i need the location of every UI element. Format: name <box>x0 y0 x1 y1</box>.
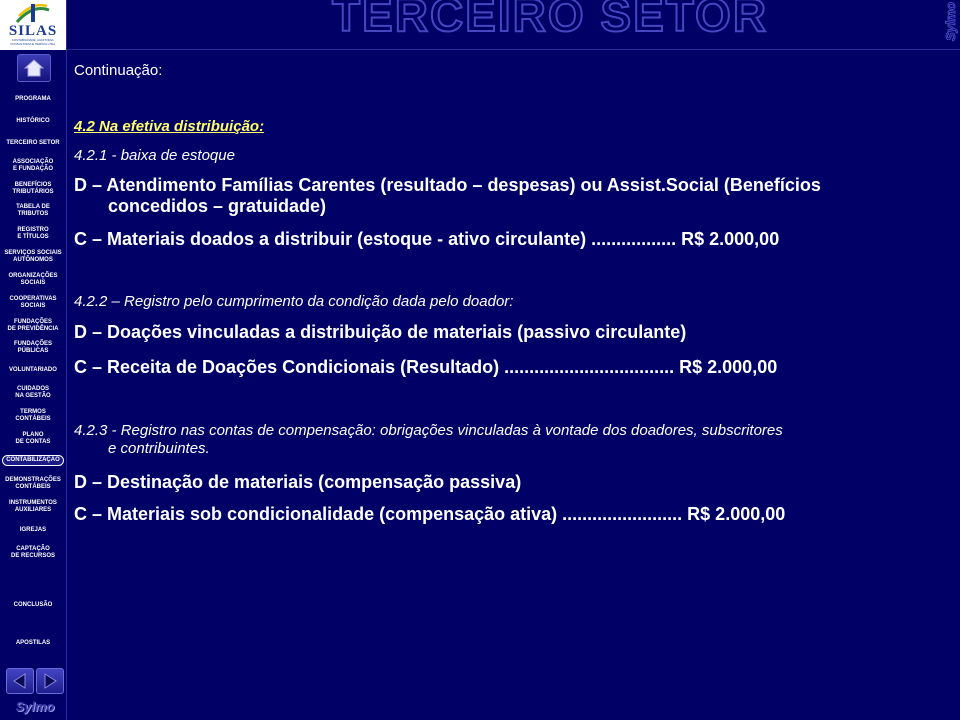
sylmo-watermark-bottom: Sylmo <box>15 699 55 714</box>
nav-apostilas[interactable]: APOSTILAS <box>15 640 51 646</box>
sylmo-watermark-top: Sylmo <box>943 2 958 42</box>
subsection-4-2-3-title-line2: e contribuintes. <box>108 440 210 457</box>
logo-mark-icon <box>13 2 53 24</box>
continuation-label: Continuação: <box>74 62 163 79</box>
nav-programa[interactable]: PROGRAMA <box>15 96 51 102</box>
nav-fundacoes-publicas[interactable]: FUNDAÇÕES PÚBLICAS <box>13 341 52 354</box>
arrow-left-icon <box>11 673 29 689</box>
entry-4-2-2-credit: C – Receita de Doações Condicionais (Resultado) .................................. R$ 2.000,00 <box>74 357 778 377</box>
home-icon <box>24 59 44 77</box>
nav-cuidados-gestao[interactable]: CUIDADOS NA GESTÃO <box>15 386 51 399</box>
subsection-4-2-1-title: 4.2.1 - baixa de estoque <box>74 147 235 164</box>
nav-terceiro-setor[interactable]: TERCEIRO SETOR <box>6 140 60 146</box>
nav-organizacoes-sociais[interactable]: ORGANIZAÇÕES SOCIAIS <box>8 273 58 286</box>
home-button[interactable] <box>17 54 51 82</box>
logo <box>0 0 66 50</box>
nav-contabilizacao[interactable]: CONTABILIZAÇÃO <box>2 455 64 466</box>
subsection-4-2-2-title: 4.2.2 – Registro pelo cumprimento da condição dada pelo doador: <box>74 293 514 310</box>
nav-beneficios-tributarios[interactable]: BENEFÍCIOS TRIBUTÁRIOS <box>12 182 54 195</box>
nav-fundacoes-previdencia[interactable]: FUNDAÇÕES DE PREVIDÊNCIA <box>7 319 59 332</box>
header-divider <box>66 49 960 50</box>
page-title: TERCEIRO SETOR <box>331 0 769 41</box>
arrow-right-icon <box>41 673 59 689</box>
nav-tabela-tributos[interactable]: TABELA DE TRIBUTOS <box>16 204 50 217</box>
nav-captacao-recursos[interactable]: CAPTAÇÃO DE RECURSOS <box>10 546 55 559</box>
section-heading: 4.2 Na efetiva distribuição: <box>74 118 265 135</box>
sidebar <box>0 0 67 720</box>
logo-name: SILAS <box>8 23 58 39</box>
nav-registro-titulos[interactable]: REGISTRO E TÍTULOS <box>17 227 49 240</box>
nav-voluntariado[interactable]: VOLUNTARIADO <box>9 367 57 373</box>
entry-4-2-2-debit: D – Doações vinculadas a distribuição de materiais (passivo circulante) <box>74 322 687 342</box>
nav-instrumentos-auxiliares[interactable]: INSTRUMENTOS AUXILIARES <box>9 500 57 513</box>
nav-termos-contabeis[interactable]: TERMOS CONTÁBEIS <box>15 409 51 422</box>
nav-demonstracoes-contabeis[interactable]: DEMONSTRAÇÕES CONTÁBEIS <box>5 477 61 490</box>
nav-cooperativas-sociais[interactable]: COOPERATIVAS SOCIAIS <box>9 296 57 309</box>
nav-associacao-fundacao[interactable]: ASSOCIAÇÃO E FUNDAÇÃO <box>12 159 54 172</box>
entry-4-2-1-debit-line1: D – Atendimento Famílias Carentes (resultado – despesas) ou Assist.Social (Benefícios <box>74 175 821 195</box>
entry-4-2-1-credit: C – Materiais doados a distribuir (estoque - ativo circulante) ................. R$ 2.000,00 <box>74 229 780 249</box>
logo-subtitle: CONTABILIDADE, AUDITORIA, CONSULTORIA E PERÍCIA LTDA. <box>10 38 56 46</box>
nav-historico[interactable]: HISTÓRICO <box>16 118 50 124</box>
nav-igrejas[interactable]: IGREJAS <box>19 527 47 533</box>
nav-servicos-sociais[interactable]: SERVIÇOS SOCIAIS AUTÔNOMOS <box>4 250 62 263</box>
nav-plano-contas[interactable]: PLANO DE CONTAS <box>15 432 51 445</box>
previous-slide-button[interactable] <box>6 668 34 694</box>
entry-4-2-3-debit: D – Destinação de materiais (compensação passiva) <box>74 472 522 492</box>
nav-conclusao[interactable]: CONCLUSÃO <box>13 602 53 608</box>
subsection-4-2-3-title-line1: 4.2.3 - Registro nas contas de compensação: obrigações vinculadas à vontade dos doadores, subscritores <box>74 422 783 439</box>
next-slide-button[interactable] <box>36 668 64 694</box>
entry-4-2-1-debit-line2: concedidos – gratuidade) <box>108 196 327 216</box>
entry-4-2-3-credit: C – Materiais sob condicionalidade (compensação ativa) ........................ R$ 2.000,00 <box>74 504 786 524</box>
